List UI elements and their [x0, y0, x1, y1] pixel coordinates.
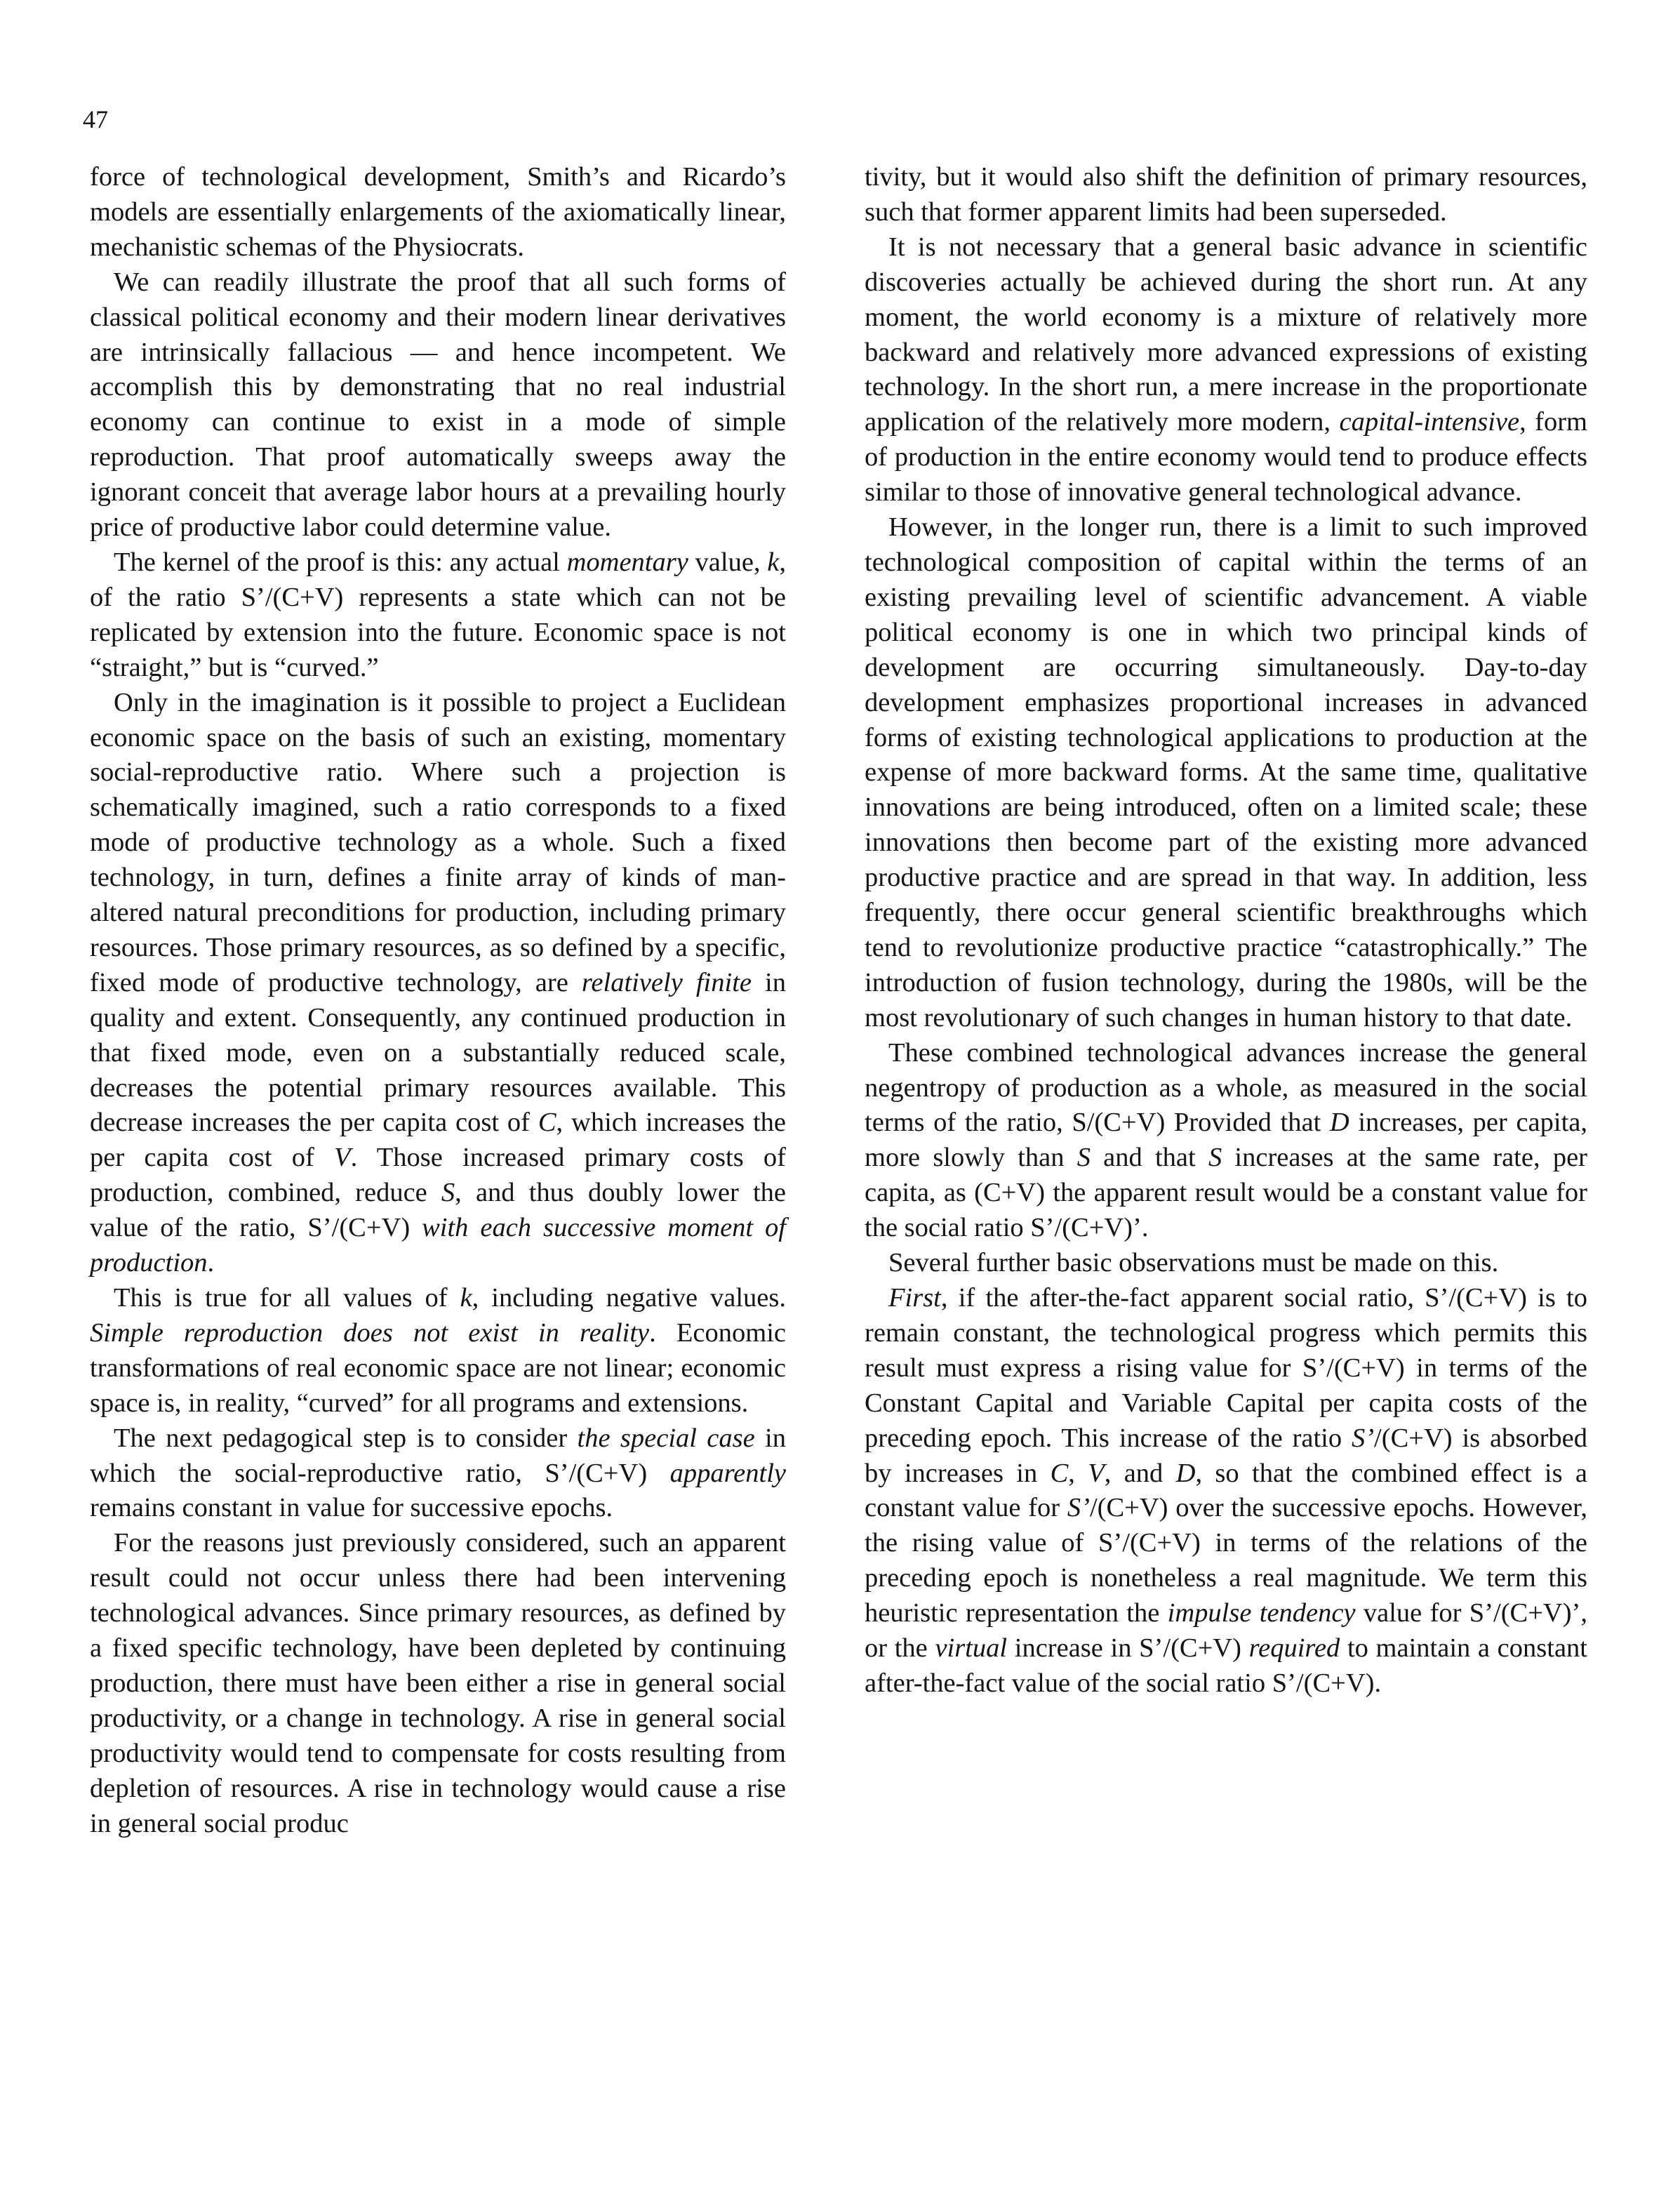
- paragraph: force of technological development, Smith’s and Ricardo’s models are essentially enlargements of the axiomatically linear, mechanistic schemas of the Physiocrats.: [90, 162, 786, 262]
- paragraph: These combined technological advances increase the general negentropy of production as a whole, as measured in the social terms of the ratio, S/(C+V) Provided that D increases, per capita, more slowly than S and that S increases at the same rate, per capita, as (C+V) the apparent result would be a constant value for the social ratio S’/(C+V)’.: [865, 1037, 1588, 1243]
- right-column: [865, 160, 1587, 1701]
- paragraph: This is true for all values of k, including negative values. Simple reproduction does not exist in reality. Economic transformations of real economic space are not linear; economic space is, in reality, “curved” for all programs and extensions.: [90, 1283, 786, 1418]
- paragraph: First, if the after-the-fact apparent social ratio, S’/(C+V) is to remain constant, the technological progress which permits this result must express a rising value for S’/(C+V) in terms of the Constant Capital and Variable Capital per capita costs of the preceding epoch. This increase of the ratio S’/(C+V) is absorbed by increases in C, V, and D, so that the combined effect is a constant value for S’/(C+V) over the successive epochs. However, the rising value of S’/(C+V) in terms of the relations of the preceding epoch is nonetheless a real magnitude. We term this heuristic representation the impulse tendency value for S’/(C+V)’, or the virtual increase in S’/(C+V) required to maintain a constant after-the-fact value of the social ratio S’/(C+V).: [865, 1283, 1587, 1698]
- paragraph: However, in the longer run, there is a limit to such improved technological composition of capital within the terms of an existing prevailing level of scientific advancement. A viable political economy is one in which two principal kinds of development are occurring simultaneously. Day-to-day development emphasizes proportional increases in advanced forms of existing technological applications to production at the expense of more backward forms. At the same time, qualitative innovations are being introduced, often on a limited scale; these innovations then become part of the existing more advanced productive practice and are spread in that way. In addition, less frequently, there occur general scientific breakthroughs which tend to revolutionize productive practice “catastrophically.” The introduction of fusion technology, during the 1980s, will be the most revolutionary of such changes in human history to that date.: [865, 512, 1587, 1033]
- paragraph: Only in the imagination is it possible to project a Euclidean economic space on the basis of such an existing, momentary social-reproductive ratio. Where such a projection is schematically imagined, such a ratio corresponds to a fixed mode of productive technology as a whole. Such a fixed technology, in turn, defines a finite array of kinds of man-altered natural preconditions for production, including primary resources. Those primary resources, as so defined by a specific, fixed mode of productive technology, are relatively finite in quality and extent. Consequently, any continued production in that fixed mode, even on a substantially reduced scale, decreases the potential primary resources available. This decrease increases the per capita cost of C, which increases the per capita cost of V. Those increased primary costs of production, combined, reduce S, and thus doubly lower the value of the ratio, S’/(C+V) with each successive moment of production.: [90, 687, 787, 1278]
- paragraph: tivity, but it would also shift the definition of primary resources, such that former apparent limits had been superseded.: [865, 162, 1587, 227]
- page-number: 47: [83, 105, 108, 133]
- paragraph: The next pedagogical step is to consider the special case in which the social-reproductive ratio, S’/(C+V) apparently remains constant in value for successive epochs.: [90, 1423, 786, 1523]
- left-column: [90, 160, 786, 1842]
- paragraph: Several further basic observations must be made on this.: [888, 1248, 1499, 1278]
- paragraph: It is not necessary that a general basic advance in scientific discoveries actually be achieved during the short run. At any moment, the world economy is a mixture of relatively more backward and relatively more advanced expressions of existing technology. In the short run, a mere increase in the proportionate application of the relatively more modern, capital-intensive, form of production in the entire economy would tend to produce effects similar to those of innovative general technological advance.: [865, 232, 1587, 507]
- paragraph: The kernel of the proof is this: any actual momentary value, k, of the ratio S’/(C+V) represents a state which can not be replicated by extension into the future. Economic space is not “straight,” but is “curved.”: [90, 547, 787, 682]
- paragraph: For the reasons just previously considered, such an apparent result could not occur unless there had been intervening technological advances. Since primary resources, as defined by a fixed specific technology, have been depleted by continuing production, there must have been either a rise in general social productivity, or a change in technology. A rise in general social productivity would tend to compensate for costs resulting from depletion of resources. A rise in technology would cause a rise in general social produc: [90, 1528, 786, 1838]
- paragraph: We can readily illustrate the proof that all such forms of classical political economy and their modern linear derivatives are intrinsically fallacious — and hence incompetent. We accomplish this by demonstrating that no real industrial economy can continue to exist in a mode of simple reproduction. That proof automatically sweeps away the ignorant conceit that average labor hours at a prevailing hourly price of productive labor could determine value.: [90, 267, 786, 543]
